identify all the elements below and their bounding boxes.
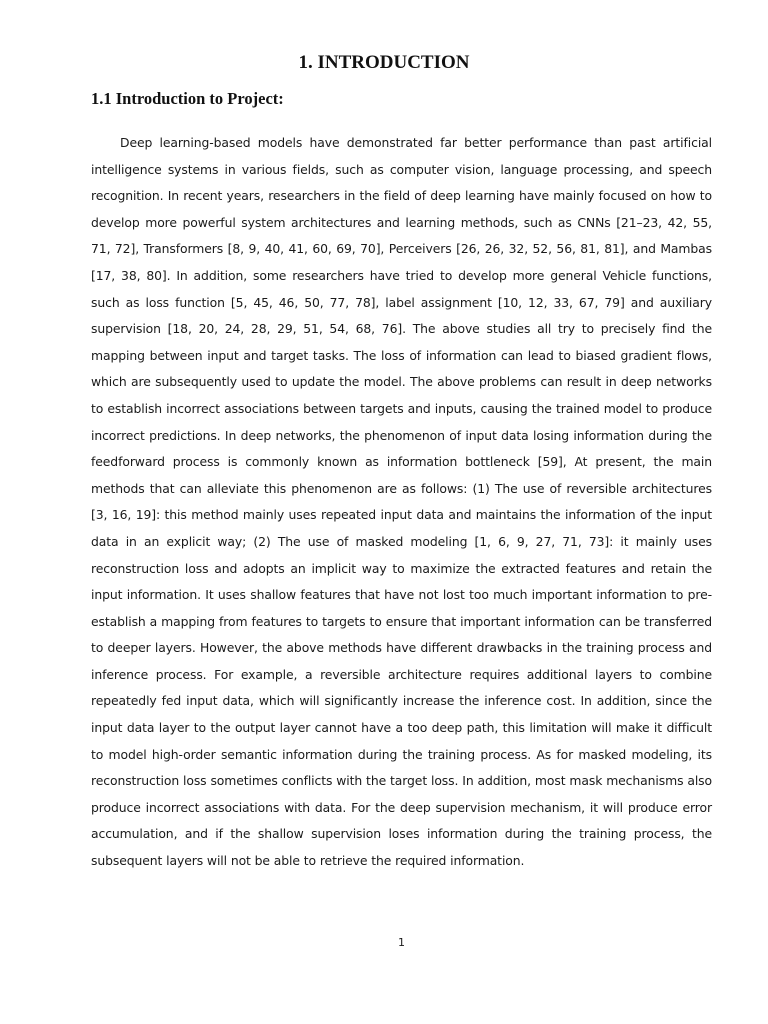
body-paragraph: Deep learning-based models have demonstrated far better performance than past artificial intelligence systems in various fields, such as computer vision, language processing, and speech recognition. In recent years, researchers in the field of deep learning have mainly focused on how to develop more powerful system architectures and learning methods, such as CNNs [21–23, 42, 55, 71, 72], Transformers [8, 9, 40, 41, 60, 69, 70], Perceivers [26, 26, 32, 52, 56, 81, 81], and Mambas [17, 38, 80]. In addition, some researchers have tried to develop more general Vehicle functions, such as loss function [5, 45, 46, 50, 77, 78], label assignment [10, 12, 33, 67, 79] and auxiliary supervision [18, 20, 24, 28, 29, 51, 54, 68, 76]. The above studies all try to precisely find the mapping between input and target tasks. The loss of information can lead to biased gradient flows, which are subsequently used to update the model. The above problems can result in deep networks to establish incorrect associations between targets and inputs, causing the trained model to produce incorrect predictions. In deep networks, the phenomenon of input data losing information during the feedforward process is commonly known as information bottleneck [59], At present, the main methods that can alleviate this phenomenon are as follows: (1) The use of reversible architectures [3, 16, 19]: this method mainly uses repeated input data and maintains the information of the input data in an explicit way; (2) The use of masked modeling [1, 6, 9, 27, 71, 73]: it mainly uses reconstruction loss and adopts an implicit way to maximize the extracted features and retain the input information. It uses shallow features that have not lost too much important information to pre-establish a mapping from features to targets to ensure that important information can be transferred to deeper layers. However, the above methods have different drawbacks in the training process and inference process. For example, a reversible architecture requires additional layers to combine repeatedly fed input data, which will significantly increase the inference cost. In addition, since the input data layer to the output layer cannot have a too deep path, this limitation will make it difficult to model high-order semantic information during the training process. As for masked modeling, its reconstruction loss sometimes conflicts with the target loss. In addition, most mask mechanisms also produce incorrect associations with data. For the deep supervision mechanism, it will produce error accumulation, and if the shallow supervision loses information during the training process, the subsequent layers will not be able to retrieve the required information.	[91, 135, 712, 869]
chapter-title: 1. INTRODUCTION	[298, 52, 470, 73]
section-title: 1.1 Introduction to Project:	[91, 89, 284, 108]
page-number: 1	[398, 936, 405, 949]
